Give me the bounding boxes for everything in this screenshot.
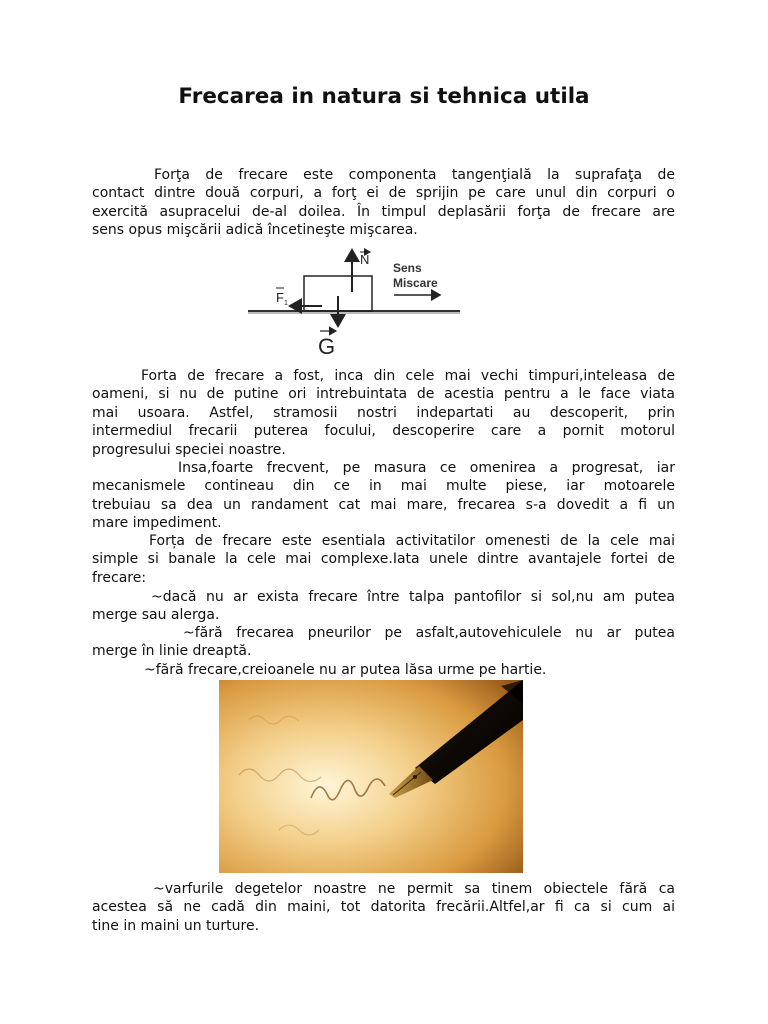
- friction-force-subscript: 1: [284, 300, 288, 307]
- text-line: simple si banale la cele mai complexe.Iata unele dintre avantajele fortei de: [92, 551, 675, 568]
- text-line: frecare:: [92, 569, 147, 586]
- text-line: contact dintre două corpuri, a forţ ei de sprijin pe care unul din corpuri o: [92, 185, 675, 202]
- text-line: ~dacă nu ar exista frecare între talpa pantofilor si sol,nu am putea: [151, 589, 675, 605]
- text-line: Forța de frecare este esentiala activitatilor omenesti de la cele mai: [149, 533, 675, 549]
- text-line: merge sau alerga.: [92, 607, 220, 624]
- text-line: tine in maini un turture.: [92, 917, 260, 934]
- text-line: Forţa de frecare este componenta tangenţială la suprafaţa de: [154, 167, 675, 183]
- advantage-walking: [92, 588, 675, 625]
- fountain-pen-photo: [219, 680, 523, 873]
- text-line: exercită asupracelui de-al doilea. În timpul deplasării forţa de frecare are: [92, 203, 675, 220]
- text-line: ~fără frecarea pneurilor pe asfalt,autovehiculele nu ar putea: [183, 625, 675, 641]
- text-line: intermediul frecarii puterea focului, descoperire care a pornit motorul: [92, 423, 675, 440]
- text-line: ~fără frecare,creioanele nu ar putea lăsa urme pe hartie.: [144, 662, 547, 678]
- weight-force-label: G: [318, 334, 336, 359]
- page-title: Frecarea in natura si tehnica utila: [178, 84, 590, 109]
- text-line: mai usoara. Astfel, stramosii nostri indepartati au descoperit, prin: [92, 404, 675, 421]
- text-line: mecanismele contineau din ce in mai multe piese, iar motoarele: [92, 478, 675, 495]
- advantage-fingertips: [92, 880, 675, 935]
- text-line: acestea să ne cadă din maini, tot datorita frecării.Altfel,ar fi ca si cum ai: [92, 899, 675, 916]
- force-diagram: [244, 244, 464, 360]
- text-line: merge în linie dreaptă.: [92, 643, 252, 660]
- text-line: sens opus mişcării adică încetineşte mişcarea.: [92, 222, 418, 239]
- advantage-pencils: [92, 661, 675, 679]
- paragraph-advantages-intro: [92, 532, 675, 587]
- paragraph-fire-discovery: [92, 367, 675, 459]
- text-line: trebuiau sa dea un randament cat mai mare, frecarea s-a dovedit a fi un: [92, 496, 675, 513]
- direction-label-line2: Miscare: [393, 276, 438, 290]
- advantage-tires: [92, 624, 675, 661]
- text-line: mare impediment.: [92, 515, 222, 532]
- direction-label-line1: Sens: [393, 261, 422, 275]
- text-line: oameni, si nu de putine ori intrebuintata de acestia pentru a le face viata: [92, 386, 675, 403]
- paragraph-impediment: [92, 459, 675, 533]
- text-line: Insa,foarte frecvent, pe masura ce omenirea a progresat, iar: [178, 460, 675, 476]
- text-line: ~varfurile degetelor noastre ne permit sa tinem obiectele fără ca: [153, 881, 675, 897]
- text-line: progresului speciei noastre.: [92, 441, 286, 458]
- paragraph-friction-definition: [92, 166, 675, 240]
- normal-force-label: N: [360, 252, 370, 267]
- text-line: Forta de frecare a fost, inca din cele mai vechi timpuri,inteleasa de: [141, 368, 675, 384]
- friction-force-label: F: [276, 290, 284, 305]
